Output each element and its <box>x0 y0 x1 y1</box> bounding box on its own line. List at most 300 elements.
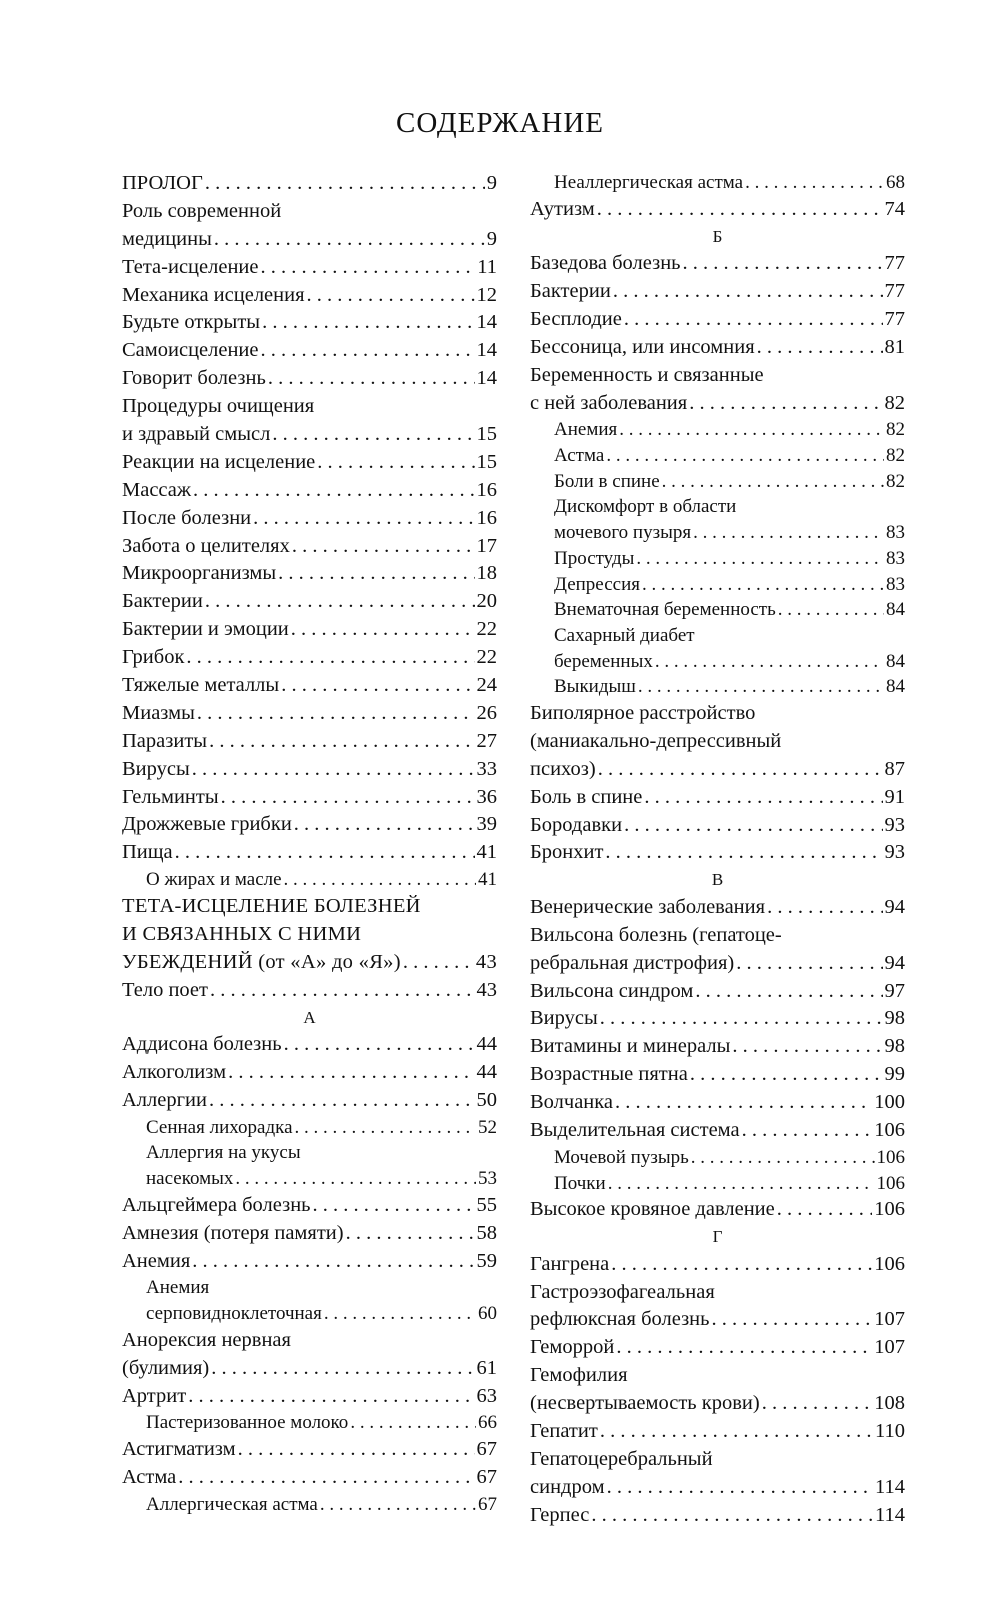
toc-entry <box>122 393 497 421</box>
toc-page-number: 22 <box>476 646 497 669</box>
toc-dot-leader <box>757 334 883 362</box>
toc-entry <box>530 894 905 922</box>
toc-entry-title: Возрастные пятна <box>530 1063 688 1086</box>
toc-entry-title: Гепатоцеребральный <box>530 1447 713 1470</box>
toc-entry <box>530 1117 905 1145</box>
toc-page-number: 87 <box>884 757 905 780</box>
toc-entry-title: О жирах и масле <box>146 869 282 891</box>
toc-entry-title: Аддисона болезнь <box>122 1033 282 1056</box>
toc-entry-title: ребральная дистрофия) <box>530 951 735 974</box>
toc-dot-leader <box>777 1196 873 1224</box>
toc-entry-title: мочевого пузыря <box>554 522 692 544</box>
toc-page-number: 14 <box>476 311 497 334</box>
toc-page-number: 74 <box>884 197 905 220</box>
toc-subentry <box>530 1171 905 1197</box>
toc-page-number: 17 <box>476 534 497 557</box>
toc-entry-title: Аллергия на укусы <box>146 1142 301 1164</box>
toc-entry-title: Массаж <box>122 478 192 501</box>
toc-entry-title: Выделительная система <box>530 1118 740 1141</box>
toc-dot-leader <box>268 365 475 393</box>
toc-entry-title: Внематочная беременность <box>554 599 776 621</box>
toc-entry <box>530 306 905 334</box>
toc-entry <box>122 449 497 477</box>
toc-entry-title: После болезни <box>122 506 252 529</box>
toc-page-number: 16 <box>476 506 497 529</box>
toc-entry-title: Сахарный диабет <box>554 624 695 646</box>
toc-page-number: 52 <box>478 1116 497 1138</box>
toc-subentry <box>530 1145 905 1171</box>
toc-dot-leader <box>278 560 474 588</box>
toc-entry-title: Высокое кровяное давление <box>530 1198 775 1221</box>
toc-dot-leader <box>732 1033 882 1061</box>
toc-entry <box>122 1355 497 1383</box>
toc-dot-leader <box>284 867 476 893</box>
toc-subentry <box>122 1166 497 1192</box>
toc-entry-title: Дискомфорт в области <box>554 496 737 518</box>
toc-entry <box>530 1089 905 1117</box>
toc-entry-title: Говорит болезнь <box>122 367 266 390</box>
toc-entry-title: и здравый смысл <box>122 423 271 446</box>
toc-dot-leader <box>272 421 474 449</box>
toc-entry-title: насекомых <box>146 1168 234 1190</box>
toc-entry <box>122 1087 497 1115</box>
toc-entry <box>530 1306 905 1334</box>
toc-entry-title: Б <box>712 226 723 246</box>
toc-subentry <box>122 1115 497 1141</box>
toc-page-number: 14 <box>476 367 497 390</box>
toc-dot-leader <box>214 226 485 254</box>
toc-entry-title: Дрожжевые грибки <box>122 813 292 836</box>
toc-page-number: 99 <box>884 1063 905 1086</box>
toc-page-number: 106 <box>876 1146 905 1168</box>
toc-dot-leader <box>693 520 884 546</box>
toc-entry-title: Процедуры очищения <box>122 395 315 418</box>
toc-entry-title: Тяжелые металлы <box>122 674 280 697</box>
toc-entry <box>122 337 497 365</box>
toc-entry-title: Микроорганизмы <box>122 562 277 585</box>
toc-letter-heading <box>530 224 905 251</box>
toc-entry <box>122 365 497 393</box>
toc-page-number: 97 <box>884 979 905 1002</box>
toc-page-number: 18 <box>476 562 497 585</box>
toc-page-number: 98 <box>884 1007 905 1030</box>
toc-entry <box>530 1279 905 1307</box>
toc-dot-leader <box>597 196 883 224</box>
toc-entry-title: Аутизм <box>530 197 595 220</box>
toc-page-number: 93 <box>884 813 905 836</box>
toc-page-number: 60 <box>478 1303 497 1325</box>
toc-subentry <box>530 417 905 443</box>
toc-page-number: 82 <box>886 470 905 492</box>
toc-dot-leader <box>186 644 474 672</box>
toc-page-number: 94 <box>884 895 905 918</box>
toc-entry-title: Боли в спине <box>554 470 660 492</box>
toc-entry-title: Альцгеймера болезнь <box>122 1193 311 1216</box>
toc-entry <box>530 1446 905 1474</box>
toc-entry <box>530 978 905 1006</box>
toc-entry-title: Бронхит <box>530 841 604 864</box>
toc-entry-title: Пастеризованное молоко <box>146 1412 349 1434</box>
toc-entry-title: ТЕТА-ИСЦЕЛЕНИЕ БОЛЕЗНЕЙ <box>122 894 421 917</box>
toc-entry-title: Вильсона болезнь (гепатоце- <box>530 923 782 946</box>
toc-entry <box>530 1033 905 1061</box>
toc-dot-leader <box>209 1087 475 1115</box>
toc-entry-title: Астма <box>554 445 605 467</box>
toc-entry <box>530 1251 905 1279</box>
toc-entry <box>122 839 497 867</box>
toc-entry-title: Витамины и минералы <box>530 1035 731 1058</box>
toc-entry <box>530 250 905 278</box>
toc-page-number: 11 <box>477 255 497 278</box>
toc-entry-title: Боль в спине <box>530 785 643 808</box>
toc-dot-leader <box>350 1410 476 1436</box>
toc-dot-leader <box>745 170 884 196</box>
toc-page-number: 44 <box>476 1033 497 1056</box>
toc-entry-title: Сенная лихорадка <box>146 1116 293 1138</box>
toc-entry-title: Алкоголизм <box>122 1060 227 1083</box>
toc-page-number: 44 <box>476 1060 497 1083</box>
toc-dot-leader <box>262 309 474 337</box>
toc-column-left <box>122 170 497 1518</box>
toc-dot-leader <box>644 784 882 812</box>
toc-entry-title: Бородавки <box>530 813 623 836</box>
toc-entry <box>122 811 497 839</box>
toc-entry <box>122 644 497 672</box>
toc-entry-title: В <box>711 870 724 890</box>
toc-page-number: 100 <box>874 1091 905 1114</box>
toc-entry-title: А <box>303 1007 316 1027</box>
toc-dot-leader <box>624 306 883 334</box>
toc-entry-title: Бактерии и эмоции <box>122 618 289 641</box>
toc-entry-title: Артрит <box>122 1384 187 1407</box>
toc-entry-title: Неаллергическая астма <box>554 172 744 193</box>
toc-dot-leader <box>778 597 884 623</box>
toc-dot-leader <box>205 170 485 198</box>
toc-entry <box>122 1436 497 1464</box>
toc-entry <box>530 728 905 756</box>
toc-dot-leader <box>662 469 884 495</box>
toc-entry <box>122 282 497 310</box>
toc-entry <box>530 334 905 362</box>
toc-entry <box>530 1502 905 1530</box>
toc-dot-leader <box>211 1355 474 1383</box>
toc-page-number: 68 <box>886 172 905 193</box>
toc-entry-title: Гепатит <box>530 1419 598 1442</box>
toc-page-number: 93 <box>884 841 905 864</box>
toc-dot-leader <box>655 649 884 675</box>
toc-subentry <box>530 170 905 196</box>
toc-letter-heading <box>530 1224 905 1251</box>
toc-page-number: 106 <box>874 1252 905 1275</box>
toc-page-number: 53 <box>478 1168 497 1190</box>
toc-entry-title: Беременность и связанные <box>530 363 764 386</box>
toc-entry-title: Бактерии <box>530 279 611 302</box>
toc-entry <box>122 1059 497 1087</box>
toc-entry-title: Вирусы <box>122 757 190 780</box>
toc-page-number: 9 <box>486 172 497 194</box>
toc-page-number: 20 <box>476 590 497 613</box>
toc-page-number: 107 <box>874 1336 905 1359</box>
toc-entry-title: Бессоница, или инсомния <box>530 335 755 358</box>
toc-entry-title: Миазмы <box>122 701 195 724</box>
toc-subentry <box>530 674 905 700</box>
toc-dot-leader <box>624 812 882 840</box>
toc-entry-title: Анемия <box>122 1249 191 1272</box>
toc-entry-title: Тело поет <box>122 978 208 1001</box>
toc-dot-leader <box>736 950 882 978</box>
toc-dot-leader <box>281 672 474 700</box>
toc-entry <box>530 1334 905 1362</box>
toc-entry <box>530 1418 905 1446</box>
toc-page-number: 106 <box>876 1172 905 1194</box>
toc-page-number: 26 <box>476 701 497 724</box>
toc-entry-title: Гангрена <box>530 1252 610 1275</box>
toc-subentry <box>122 1140 497 1166</box>
toc-page-number: 36 <box>476 785 497 808</box>
toc-entry-title: Аллергическая астма <box>146 1493 318 1515</box>
toc-page-number: 77 <box>884 307 905 330</box>
toc-entry-title: Астма <box>122 1466 177 1489</box>
toc-dot-leader <box>291 616 475 644</box>
toc-subentry <box>530 520 905 546</box>
toc-subentry <box>122 1301 497 1327</box>
toc-entry <box>530 1390 905 1418</box>
toc-dot-leader <box>607 1474 873 1502</box>
toc-entry <box>122 421 497 449</box>
toc-dot-leader <box>193 477 474 505</box>
toc-dot-leader <box>762 1390 873 1418</box>
toc-page-number: 77 <box>884 252 905 275</box>
toc-entry <box>122 1192 497 1220</box>
toc-entry-title: медицины <box>122 227 212 250</box>
toc-entry-title: (булимия) <box>122 1356 210 1379</box>
toc-entry <box>122 672 497 700</box>
toc-entry <box>122 560 497 588</box>
toc-dot-leader <box>235 1166 476 1192</box>
toc-dot-leader <box>221 784 475 812</box>
toc-entry <box>530 784 905 812</box>
toc-page-number: 83 <box>886 573 905 595</box>
toc-dot-leader <box>591 1502 873 1530</box>
toc-entry-title: Почки <box>554 1172 606 1194</box>
toc-entry-title: серповидноклеточная <box>146 1303 322 1325</box>
toc-entry <box>530 1196 905 1224</box>
toc-section <box>122 949 497 977</box>
toc-entry <box>122 700 497 728</box>
toc-dot-leader <box>175 839 475 867</box>
toc-dot-leader <box>260 254 475 282</box>
toc-entry-title: И СВЯЗАННЫХ С НИМИ <box>122 922 362 945</box>
toc-page-number: 16 <box>476 478 497 501</box>
toc-page-number: 110 <box>875 1419 905 1442</box>
toc-entry-title: Астигматизм <box>122 1438 236 1461</box>
toc-letter-heading <box>122 1005 497 1032</box>
toc-dot-leader <box>600 1005 883 1033</box>
toc-entry-title: Амнезия (потеря памяти) <box>122 1221 344 1244</box>
toc-entry <box>122 616 497 644</box>
toc-entry <box>122 170 497 198</box>
toc-dot-leader <box>238 1436 475 1464</box>
toc-dot-leader <box>695 978 882 1006</box>
toc-dot-leader <box>317 449 474 477</box>
toc-page-number: 108 <box>874 1392 905 1415</box>
toc-page-number: 91 <box>884 785 905 808</box>
toc-entry <box>122 1383 497 1411</box>
toc-dot-leader <box>209 728 474 756</box>
toc-subentry <box>530 572 905 598</box>
toc-page-number: 106 <box>874 1198 905 1221</box>
toc-entry-title: Выкидыш <box>554 676 636 698</box>
toc-page-number: 82 <box>884 391 905 414</box>
toc-entry-title: Грибок <box>122 646 185 669</box>
toc-dot-leader <box>228 1059 474 1087</box>
toc-page-number: 84 <box>886 676 905 698</box>
toc-dot-leader <box>253 505 474 533</box>
toc-entry-title: синдром <box>530 1475 605 1498</box>
toc-entry-title: Механика исцеления <box>122 283 305 306</box>
toc-entry-title: Г <box>712 1227 723 1247</box>
toc-entry <box>122 1220 497 1248</box>
toc-page-number: 83 <box>886 547 905 569</box>
toc-dot-leader <box>320 1492 476 1518</box>
toc-subentry <box>122 1492 497 1518</box>
toc-dot-leader <box>292 533 475 561</box>
toc-letter-heading <box>530 867 905 894</box>
toc-dot-leader <box>192 1248 474 1276</box>
toc-entry-title: Реакции на исцеление <box>122 450 316 473</box>
toc-dot-leader <box>611 1251 872 1279</box>
toc-subentry <box>530 649 905 675</box>
toc-page-number: 39 <box>476 813 497 836</box>
toc-entry <box>122 1464 497 1492</box>
toc-entry <box>122 309 497 337</box>
toc-entry <box>122 1327 497 1355</box>
toc-page-number: 83 <box>886 522 905 544</box>
toc-subentry <box>122 1410 497 1436</box>
toc-dot-leader <box>188 1383 474 1411</box>
toc-entry-title: Базедова болезнь <box>530 252 681 275</box>
toc-page-number: 9 <box>486 227 497 250</box>
toc-dot-leader <box>346 1220 475 1248</box>
toc-page-number: 55 <box>476 1193 497 1216</box>
toc-entry-title: Депрессия <box>554 573 640 595</box>
toc-entry <box>530 1005 905 1033</box>
toc-entry <box>122 505 497 533</box>
toc-dot-leader <box>689 390 882 418</box>
toc-entry-title: Венерические заболевания <box>530 895 766 918</box>
toc-page-number: 43 <box>476 978 497 1001</box>
toc-entry <box>530 390 905 418</box>
toc-entry-title: УБЕЖДЕНИЙ (от «А» до «Я») <box>122 950 401 973</box>
toc-page-number: 22 <box>476 618 497 641</box>
toc-dot-leader <box>598 756 883 784</box>
toc-entry <box>122 198 497 226</box>
toc-dot-leader <box>606 443 884 469</box>
toc-subentry <box>122 1275 497 1301</box>
toc-page-number: 58 <box>476 1221 497 1244</box>
toc-entry-title: Паразиты <box>122 729 208 752</box>
toc-page-number: 114 <box>875 1503 905 1526</box>
toc-subentry <box>530 443 905 469</box>
toc-entry-title: Самоисцеление <box>122 339 259 362</box>
toc-entry-title: Будьте открыты <box>122 311 261 334</box>
toc-entry-title: психоз) <box>530 757 596 780</box>
toc-entry-title: с ней заболевания <box>530 391 688 414</box>
toc-dot-leader <box>324 1301 476 1327</box>
toc-entry-title: Вирусы <box>530 1007 598 1030</box>
toc-page-number: 12 <box>476 283 497 306</box>
toc-page-number: 82 <box>886 419 905 441</box>
toc-page-number: 41 <box>478 869 497 891</box>
toc-entry <box>122 1031 497 1059</box>
toc-page-number: 67 <box>476 1438 497 1461</box>
toc-dot-leader <box>294 811 475 839</box>
toc-dot-leader <box>691 1145 875 1171</box>
toc-entry <box>530 839 905 867</box>
toc-dot-leader <box>197 700 475 728</box>
toc-page-number: 61 <box>476 1356 497 1379</box>
toc-dot-leader <box>192 756 475 784</box>
toc-entry <box>530 1474 905 1502</box>
toc-page-number: 81 <box>884 335 905 358</box>
toc-page-number: 43 <box>475 950 497 973</box>
toc-entry-title: Геморрой <box>530 1336 615 1359</box>
toc-page-number: 50 <box>476 1088 497 1111</box>
toc-entry-title: Биполярное расстройство <box>530 701 756 724</box>
toc-entry-title: Гастроэзофагеальная <box>530 1280 715 1303</box>
toc-page-number: 67 <box>476 1466 497 1489</box>
toc-page-number: 15 <box>476 423 497 446</box>
toc-dot-leader <box>619 417 884 443</box>
toc-dot-leader <box>690 1061 883 1089</box>
toc-page-number: 84 <box>886 650 905 672</box>
toc-entry <box>530 812 905 840</box>
toc-entry <box>530 196 905 224</box>
toc-entry <box>530 1061 905 1089</box>
toc-entry <box>530 922 905 950</box>
toc-entry <box>530 362 905 390</box>
toc-dot-leader <box>712 1306 873 1334</box>
toc-entry <box>530 700 905 728</box>
toc-entry <box>530 1362 905 1390</box>
toc-dot-leader <box>313 1192 475 1220</box>
toc-section <box>122 893 497 921</box>
toc-page-number: 66 <box>478 1412 497 1434</box>
toc-subentry <box>530 623 905 649</box>
page-title: СОДЕРЖАНИЕ <box>396 107 604 140</box>
toc-page-number: 77 <box>884 279 905 302</box>
toc-entry <box>122 226 497 254</box>
toc-entry <box>530 950 905 978</box>
toc-dot-leader <box>178 1464 474 1492</box>
toc-page-number: 114 <box>875 1475 905 1498</box>
toc-entry-title: Мочевой пузырь <box>554 1146 689 1168</box>
toc-entry-title: Забота о целителях <box>122 534 290 557</box>
toc-page-number: 106 <box>874 1118 905 1141</box>
toc-entry <box>122 756 497 784</box>
toc-entry-title: Гельминты <box>122 785 219 808</box>
toc-dot-leader <box>605 839 882 867</box>
toc-entry <box>122 588 497 616</box>
toc-entry-title: Вильсона синдром <box>530 979 694 1002</box>
toc-page-number: 24 <box>476 674 497 697</box>
toc-subentry <box>530 494 905 520</box>
toc-entry-title: Бесплодие <box>530 307 622 330</box>
toc-page-number: 63 <box>476 1384 497 1407</box>
toc-column-right <box>530 170 905 1530</box>
toc-entry-title: Пища <box>122 841 173 864</box>
toc-entry <box>122 533 497 561</box>
